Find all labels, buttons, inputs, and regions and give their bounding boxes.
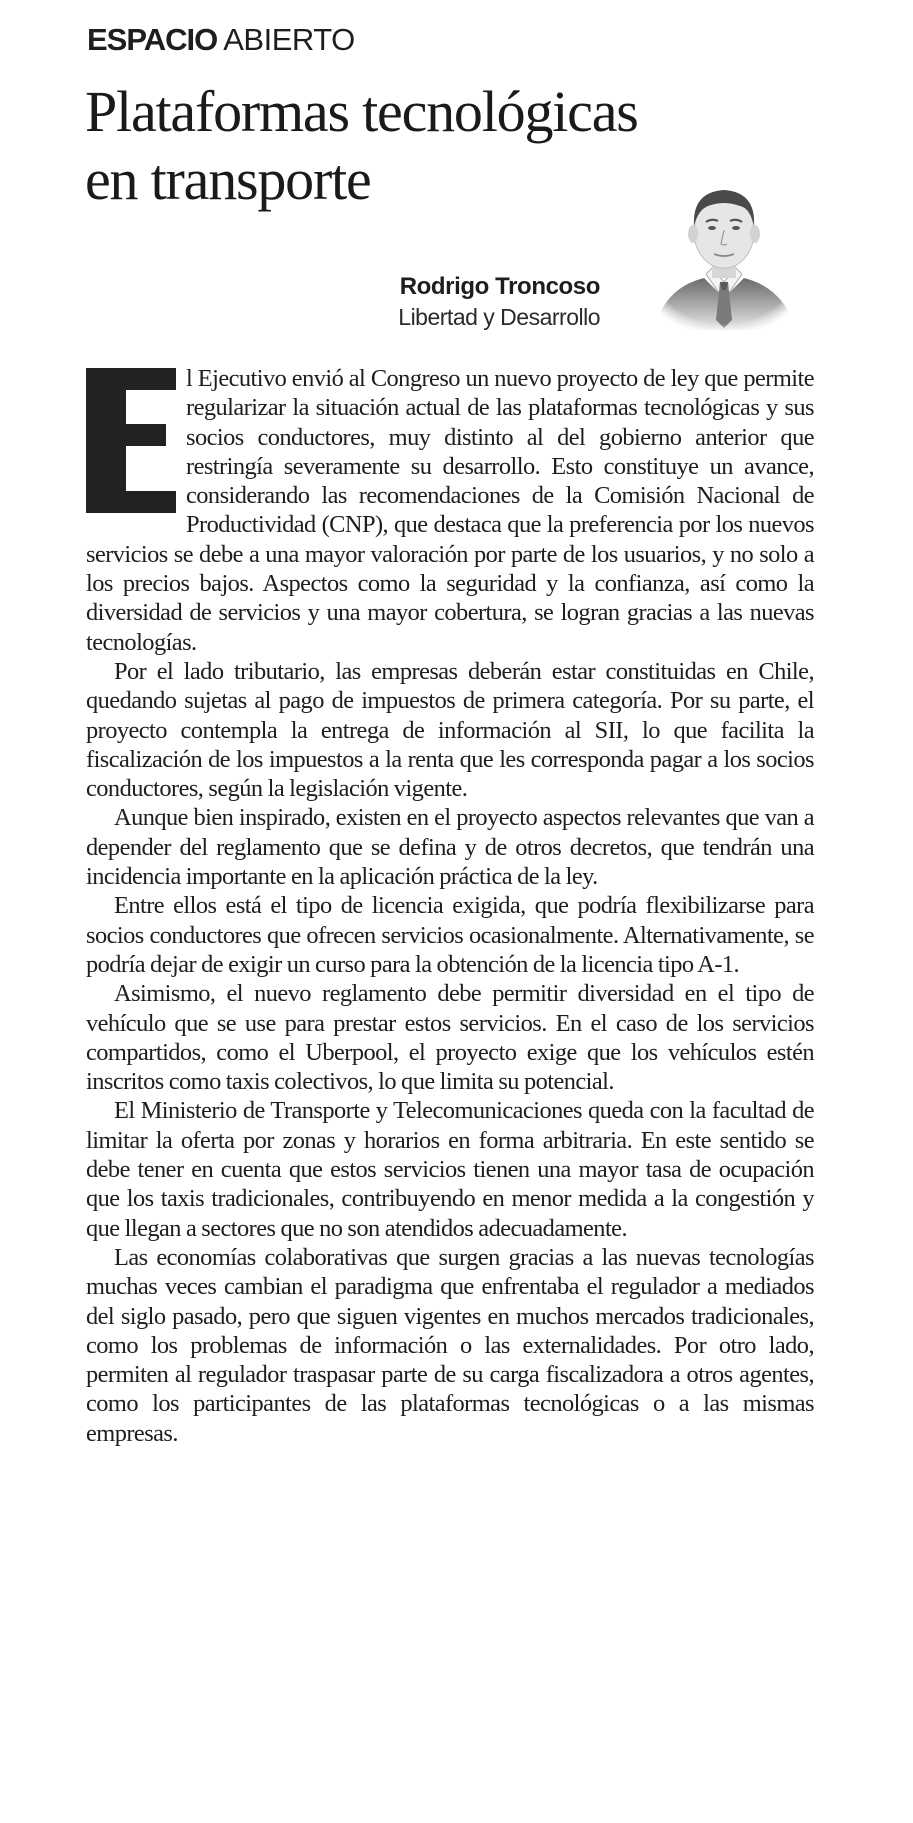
drop-cap <box>86 368 176 513</box>
article-body <box>86 364 814 1448</box>
author-organization: Libertad y Desarrollo <box>398 304 600 330</box>
article-paragraph-3: Aunque bien inspirado, existen en el proyecto aspectos relevantes que van a depender del reglamento que se defina y de otros decretos, que tendrán una incidencia importante en la aplicación práctica de la ley. <box>86 804 814 891</box>
headline-line-1: Plataformas tecnológicas <box>85 79 638 144</box>
drop-cap-letter-icon <box>86 368 176 513</box>
section-label <box>87 20 355 60</box>
headline-line-2: en transporte <box>85 147 371 212</box>
article-paragraph-4: Entre ellos está el tipo de licencia exigida, que podría flexibilizarse para socios conductores que ofrecen servicios ocasionalmente. Alternativamente, se podría dejar de exigir un curso para la obtención de la licencia tipo A-1. <box>86 892 814 978</box>
paragraph-text: l Ejecutivo envió al Congreso un nuevo proyecto de ley que permite regularizar la situación actual de las plataformas tecnológicas y sus socios conductores, muy distinto al del gobierno anterior que restringía severamente su desarrollo. Esto constituye un avance, considerando las recomendaciones de la Comisión Nacional de Productividad (CNP), que destaca que la preferencia por los nuevos servicios se debe a una mayor valoración por parte de los usuarios, y no solo a los precios bajos. Aspectos como la seguridad y la confianza, así como la diversidad de servicios y una mayor cobertura, se logran gracias a las nuevas tecnologías. <box>86 365 814 656</box>
section-label-bold: ESPACIO <box>87 22 218 57</box>
drop-cap-letter <box>86 513 87 514</box>
article-paragraph-1 <box>86 364 814 657</box>
portrait-illustration <box>644 170 804 330</box>
article-paragraph-6: El Ministerio de Transporte y Telecomunicaciones queda con la facultad de limitar la oferta por zonas y horarios en forma arbitraria. En este sentido se debe tener en cuenta que estos servicios tienen una mayor tasa de ocupación que los taxis tradicionales, contribuyendo en menor medida a la congestión y que llegan a sectores que no son atendidos adecuadamente. <box>86 1097 814 1242</box>
article-paragraph-5: Asimismo, el nuevo reglamento debe permitir diversidad en el tipo de vehículo que se use para prestar estos servicios. En el caso de los servicios compartidos, como el Uberpool, el proyecto exige que los vehículos estén inscritos como taxis colectivos, lo que limita su potencial. <box>86 980 814 1096</box>
author-portrait-icon <box>644 170 804 330</box>
author-name: Rodrigo Troncoso <box>399 273 600 300</box>
article-paragraph-2: Por el lado tributario, las empresas deberán estar constituidas en Chile, quedando sujetas al pago de impuestos de primera categoría. Por su parte, el proyecto contempla la entrega de información al SII, lo que facilita la fiscalización de los impuestos a la renta que les corresponda pagar a los socios conductores, según la legislación vigente. <box>86 657 814 803</box>
article-paragraph-7: Las economías colaborativas que surgen gracias a las nuevas tecnologías muchas veces cambian el paradigma que enfrentaba el regulador a mediados del siglo pasado, pero que siguen vigentes en muchos mercados tradicionales, como los problemas de información o las externalidades. Por otro lado, permiten al regulador traspasar parte de su carga fiscalizadora a otros agentes, como los participantes de las plataformas tecnológicas o a las mismas empresas. <box>86 1243 814 1447</box>
section-label-light: ABIERTO <box>223 22 355 57</box>
headline <box>85 78 725 214</box>
byline <box>398 272 600 332</box>
